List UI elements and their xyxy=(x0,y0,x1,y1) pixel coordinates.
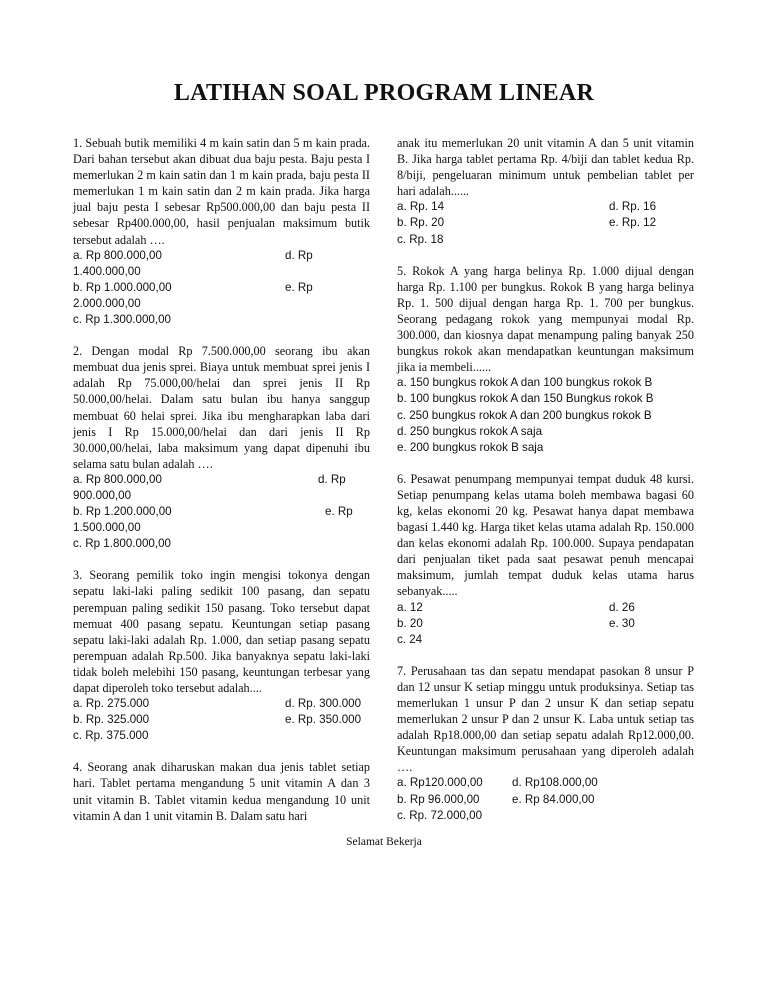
page-title: LATIHAN SOAL PROGRAM LINEAR xyxy=(173,80,595,106)
option-d-continued: 1.400.000,00 xyxy=(73,264,141,278)
option-b: b. Rp 96.000,00 xyxy=(397,792,480,806)
question-1 xyxy=(73,135,370,328)
question-6-options xyxy=(397,600,694,648)
option-c: c. Rp. 18 xyxy=(397,232,444,246)
option-c: c. Rp 1.300.000,00 xyxy=(73,313,171,327)
option-d: d. Rp. 300.000 xyxy=(285,697,362,711)
question-4 xyxy=(73,759,370,823)
left-column xyxy=(73,135,370,824)
option-e: e. Rp. 350.000 xyxy=(285,713,362,727)
question-4-continued xyxy=(397,135,694,248)
option-c: c. Rp. 375.000 xyxy=(73,729,149,743)
option-e: e. Rp xyxy=(285,280,313,294)
question-4-options xyxy=(397,199,694,247)
option-a: a. Rp. 14 xyxy=(397,200,445,214)
option-e: e. 30 xyxy=(609,616,635,630)
question-7-options xyxy=(397,775,694,823)
option-d: d. 250 bungkus rokok A saja xyxy=(397,424,543,438)
question-6 xyxy=(397,471,694,648)
option-e: e. 200 bungkus rokok B saja xyxy=(397,440,544,454)
option-d-continued: 900.000,00 xyxy=(73,488,132,502)
option-b: b. Rp. 20 xyxy=(397,216,445,230)
option-d: d. Rp108.000,00 xyxy=(512,776,598,790)
option-a: a. Rp120.000,00 xyxy=(397,776,483,790)
option-e: e. Rp 84.000,00 xyxy=(512,792,595,806)
option-a: a. Rp 800.000,00 xyxy=(73,248,162,262)
option-b: b. Rp 1.000.000,00 xyxy=(73,280,172,294)
option-b: b. Rp 1.200.000,00 xyxy=(73,505,172,519)
question-5-options xyxy=(397,375,694,455)
option-c: c. 250 bungkus rokok A dan 200 bungkus rokok B xyxy=(397,408,652,422)
question-2-stem: 2. Dengan modal Rp 7.500.000,00 seorang ibu akan membuat dua jenis sprei. Biaya untuk membuat sprei jenis I adalah Rp 75.000,00/helai dan sprei jenis II Rp 50.000,00/helai. Dalam satu bulan ibu hanya sanggup membuat 60 helai sprei. Jika ibu mengharapkan laba dari jenis I Rp 15.000,00/helai dan dari jenis II Rp 30.000,00/helai, laba maksimum yang dapat dipenuhi ibu selama satu bulan adalah …. xyxy=(73,344,370,471)
question-3 xyxy=(73,567,370,744)
option-d: d. 26 xyxy=(609,600,635,614)
question-1-options xyxy=(73,248,370,328)
question-7 xyxy=(397,663,694,824)
option-a: a. Rp 800.000,00 xyxy=(73,472,162,486)
question-4-stem-continued: anak itu memerlukan 20 unit vitamin A dan 5 unit vitamin B. Jika harga tablet pertama Rp. 4/biji dan tablet kedua Rp. 8/biji, pengeluaran minimum untuk pembelian tablet per hari adalah...... xyxy=(397,136,694,199)
option-c: c. Rp 1.800.000,00 xyxy=(73,537,171,551)
option-e-continued: 2.000.000,00 xyxy=(73,296,141,310)
question-5-stem: 5. Rokok A yang harga belinya Rp. 1.000 dijual dengan harga Rp. 1.100 per bungkus. Rokok B yang harga belinya Rp. 1. 500 dijual dengan harga Rp. 1. 700 per bungkus. Seorang pedagang rokok yang mempunyai modal Rp. 300.000, dan kiosnya dapat menampung paling banyak 250 bungkus rokok akan mendapatkan keuntungan maksimum jika ia membeli...... xyxy=(397,263,694,375)
question-2 xyxy=(73,343,370,552)
footer-text: Selamat Bekerja xyxy=(346,836,422,848)
option-a: a. Rp. 275.000 xyxy=(73,697,150,711)
option-d: d. Rp xyxy=(318,472,346,486)
option-e: e. Rp xyxy=(325,505,353,519)
question-1-stem: 1. Sebuah butik memiliki 4 m kain satin dan 5 m kain prada. Dari bahan tersebut akan dibuat dua baju pesta. Baju pesta I memerlukan 2 m kain satin dan 1 m kain prada, baju pesta II memerlukan 1 m kain satin dan 2 m kain prada. Jika harga jual baju pesta I sebesar Rp500.000,00 dan baju pesta II sebesar Rp400.000,00, hasil penjualan maksimum butik tersebut adalah …. xyxy=(73,136,370,247)
option-b: b. 100 bungkus rokok A dan 150 Bungkus rokok B xyxy=(397,392,654,406)
option-b: b. 20 xyxy=(397,616,423,630)
option-c: c. Rp. 72.000,00 xyxy=(397,808,483,822)
option-b: b. Rp. 325.000 xyxy=(73,713,150,727)
question-3-options xyxy=(73,696,370,744)
question-5 xyxy=(397,263,694,456)
question-3-stem: 3. Seorang pemilik toko ingin mengisi tokonya dengan sepatu laki-laki paling sedikit 100 pasang, dan sepatu perempuan paling sedikit 150 pasang. Toko tersebut dapat memuat 400 pasang sepatu. Keuntungan setiap pasang sepatu laki-laki adalah Rp. 1.000, dan setiap pasang sepatu perempuan adalah Rp.500. Jika banyaknya sepatu laki-laki tidak boleh melebihi 150 pasang, keuntungan terbesar yang dapat diperoleh toko tersebut adalah.... xyxy=(73,568,370,695)
option-d: d. Rp xyxy=(285,248,313,262)
question-4-stem: 4. Seorang anak diharuskan makan dua jenis tablet setiap hari. Tablet pertama mengandung 5 unit vitamin A dan 3 unit vitamin B. Tablet vitamin kedua mengandung 10 unit vitamin A dan 1 unit vitamin B. Dalam satu hari xyxy=(73,760,370,823)
option-a: a. 12 xyxy=(397,600,423,614)
option-a: a. 150 bungkus rokok A dan 100 bungkus rokok B xyxy=(397,376,653,390)
question-6-stem: 6. Pesawat penumpang mempunyai tempat duduk 48 kursi. Setiap penumpang kelas utama boleh membawa bagasi 60 kg, kelas ekonomi 20 kg. Pesawat hanya dapat membawa bagasi 1.440 kg. Harga tiket kelas utama adalah Rp. 150.000 dan kelas ekonomi adalah Rp. 100.000. Supaya pendapatan dari penjualan tiket pada saat pesawat penuh mencapai maksimum, jumlah tempat duduk kelas utama harus sebanyak..... xyxy=(397,471,694,599)
question-2-options xyxy=(73,472,370,552)
option-d: d. Rp. 16 xyxy=(609,200,657,214)
option-e: e. Rp. 12 xyxy=(609,216,657,230)
option-c: c. 24 xyxy=(397,632,423,646)
question-7-stem: 7. Perusahaan tas dan sepatu mendapat pasokan 8 unsur P dan 12 unsur K setiap minggu untuk produksinya. Setiap tas memerlukan 1 unsur P dan 2 unsur K dan setiap sepatu memerlukan 2 unsur P dan 2 unsur K. Laba untuk setiap tas adalah Rp18.000,00 dan setiap sepatu adalah Rp12.000,00. Keuntungan maksimum perusahaan yang diperoleh adalah …. xyxy=(397,663,694,775)
option-e-continued: 1.500.000,00 xyxy=(73,521,141,535)
right-column xyxy=(397,135,694,839)
